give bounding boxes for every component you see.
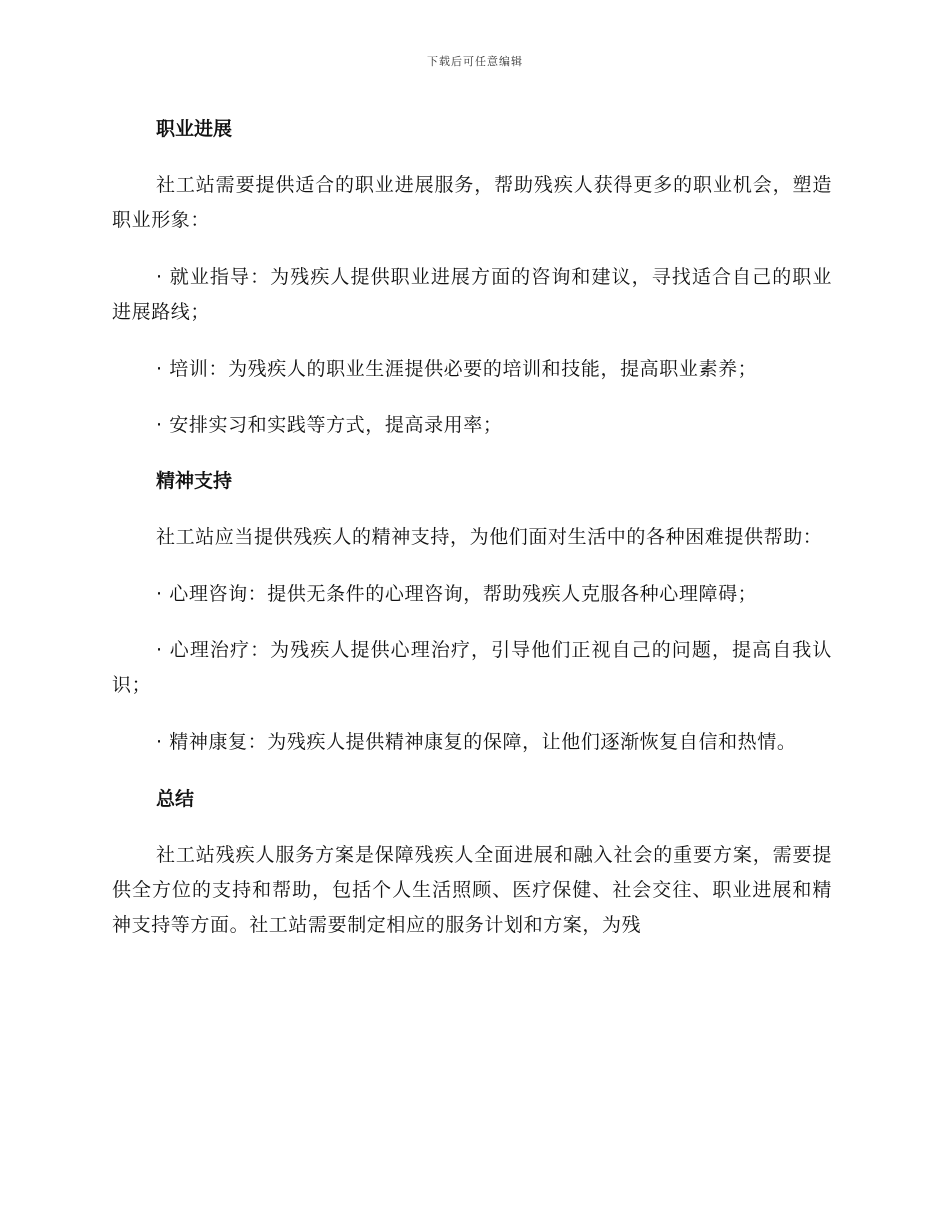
mental-item-therapy: · 心理治疗：为残疾人提供心理治疗，引导他们正视自己的问题，提高自我认识；	[112, 639, 832, 696]
career-item-training: · 培训：为残疾人的职业生涯提供必要的培训和技能，提高职业素养；	[156, 358, 758, 380]
career-item-internship: · 安排实习和实践等方式，提高录用率；	[156, 414, 503, 436]
document-body	[112, 112, 832, 965]
career-item-guidance: · 就业指导：为残疾人提供职业进展方面的咨询和建议，寻找适合自己的职业进展路线；	[112, 266, 832, 323]
section-career	[112, 112, 832, 443]
mental-intro: 社工站应当提供残疾人的精神支持，为他们面对生活中的各种困难提供帮助：	[156, 526, 823, 548]
career-intro: 社工站需要提供适合的职业进展服务，帮助残疾人获得更多的职业机会，塑造职业形象：	[112, 174, 832, 231]
mental-item-rehab: · 精神康复：为残疾人提供精神康复的保障，让他们逐渐恢复自信和热情。	[156, 731, 797, 753]
section-mental	[112, 464, 832, 760]
section-heading-career: 职业进展	[156, 118, 233, 140]
section-summary	[112, 782, 832, 943]
mental-item-counseling: · 心理咨询：提供无条件的心理咨询，帮助残疾人克服各种心理障碍；	[156, 583, 758, 605]
section-heading-summary: 总结	[156, 788, 195, 810]
summary-body: 社工站残疾人服务方案是保障残疾人全面进展和融入社会的重要方案，需要提供全方位的支持和帮助，包括个人生活照顾、医疗保健、社会交往、职业进展和精神支持等方面。社工站需要制定相应的服务计划和方案，为残	[112, 844, 832, 936]
section-heading-mental: 精神支持	[156, 470, 233, 492]
header-note: 下载后可任意编辑	[427, 55, 523, 68]
